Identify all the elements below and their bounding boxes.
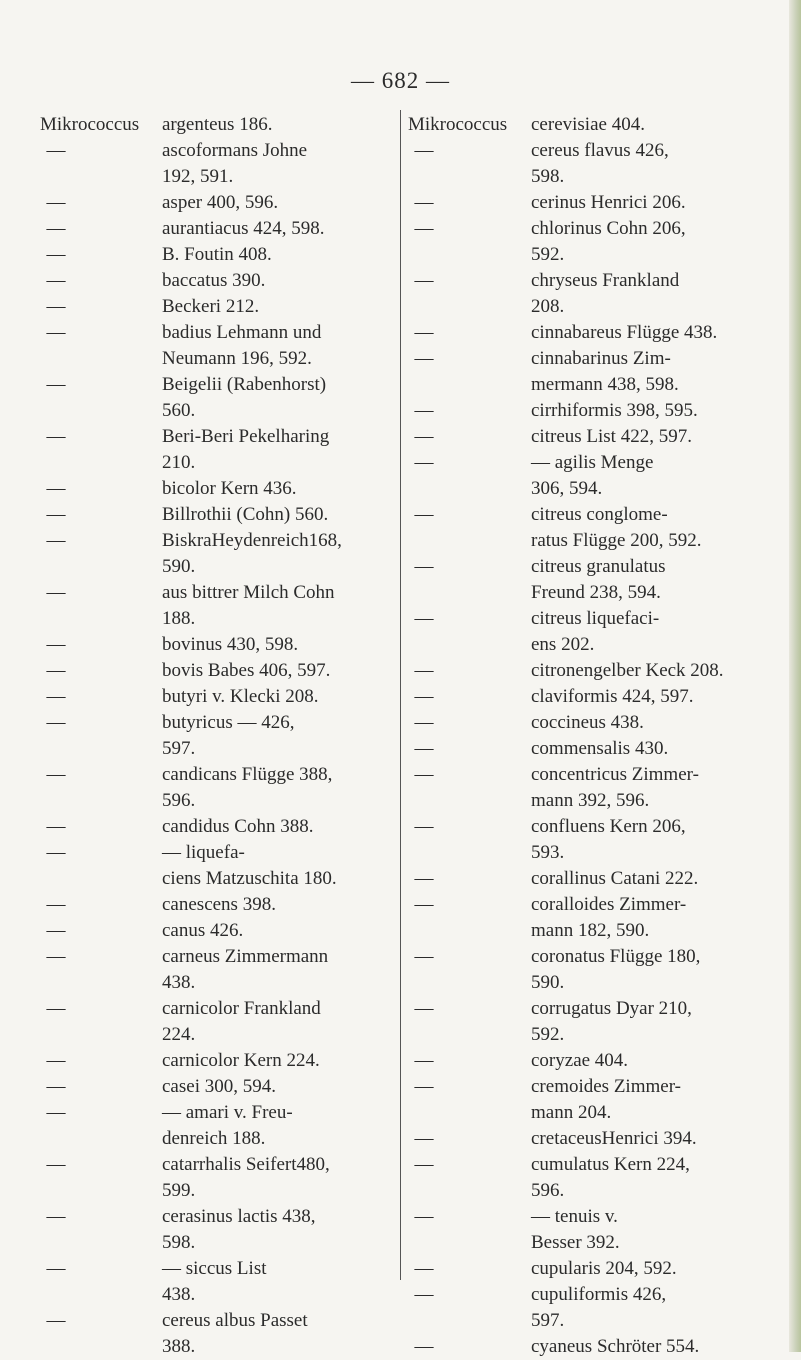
index-entry: [40, 944, 390, 996]
entry-list: [408, 112, 768, 1360]
index-entry: [40, 918, 390, 944]
entry-text: carneus Zimmermann 438.: [162, 946, 329, 993]
index-entry: [40, 1256, 390, 1308]
ditto-dash: —: [414, 946, 434, 967]
ditto-dash: —: [414, 894, 434, 915]
index-entry: [408, 1048, 768, 1074]
column-heading: Mikrococcus: [40, 114, 140, 135]
entry-list: [40, 112, 390, 1360]
ditto-dash: —: [414, 504, 434, 525]
entry-text: catarrhalis Seifert480, 599.: [162, 1154, 330, 1201]
entry-text: canus 426.: [162, 920, 244, 941]
entry-text: casei 300, 594.: [162, 1076, 276, 1097]
index-entry: [408, 736, 768, 762]
entry-text: BiskraHeydenreich168, 590.: [162, 530, 342, 577]
entry-text: carnicolor Frankland 224.: [162, 998, 321, 1045]
ditto-dash: —: [414, 348, 434, 369]
entry-text: chlorinus Cohn 206, 592.: [531, 218, 686, 265]
index-entry: [408, 424, 768, 450]
entry-text: claviformis 424, 597.: [531, 686, 694, 707]
ditto-dash: —: [414, 218, 434, 239]
index-entry: [408, 346, 768, 398]
index-entry: [408, 190, 768, 216]
entry-text: canescens 398.: [162, 894, 276, 915]
entry-text: coccineus 438.: [531, 712, 644, 733]
ditto-dash: —: [414, 998, 434, 1019]
entry-text: citreus List 422, 597.: [531, 426, 692, 447]
ditto-dash: —: [46, 140, 66, 161]
index-entry: [408, 892, 768, 944]
entry-text: coronatus Flügge 180, 590.: [531, 946, 701, 993]
index-entry: [40, 1074, 390, 1100]
index-entry: [408, 1282, 768, 1334]
entry-text: Beigelii (Rabenhorst) 560.: [162, 374, 327, 421]
ditto-dash: —: [46, 686, 66, 707]
ditto-dash: —: [414, 738, 434, 759]
index-entry: [408, 684, 768, 710]
ditto-dash: —: [46, 920, 66, 941]
ditto-dash: —: [46, 660, 66, 681]
index-entry: [408, 554, 768, 606]
entry-text: butyricus — 426, 597.: [162, 712, 295, 759]
index-entry: [40, 1308, 390, 1360]
index-entry: [40, 138, 390, 190]
ditto-dash: —: [414, 1076, 434, 1097]
index-entry: [40, 996, 390, 1048]
index-entry: [40, 840, 390, 892]
index-entry: [408, 1152, 768, 1204]
index-entry: [408, 1074, 768, 1126]
entry-text: baccatus 390.: [162, 270, 266, 291]
index-column-right: [408, 112, 768, 1360]
entry-text: candidus Cohn 388.: [162, 816, 314, 837]
index-entry: [40, 1100, 390, 1152]
ditto-dash: —: [46, 478, 66, 499]
entry-text: — agilis Menge 306, 594.: [531, 452, 654, 499]
ditto-dash: —: [46, 1154, 66, 1175]
ditto-dash: —: [414, 426, 434, 447]
ditto-dash: —: [46, 712, 66, 733]
entry-text: cinnabareus Flügge 438.: [531, 322, 718, 343]
ditto-dash: —: [46, 296, 66, 317]
entry-text: argenteus 186.: [162, 114, 273, 135]
index-entry: [40, 892, 390, 918]
ditto-dash: —: [414, 270, 434, 291]
index-entry: [40, 502, 390, 528]
ditto-dash: —: [46, 842, 66, 863]
index-entry: [40, 242, 390, 268]
index-entry: [408, 1126, 768, 1152]
ditto-dash: —: [46, 1050, 66, 1071]
ditto-dash: —: [46, 1102, 66, 1123]
index-entry: [408, 398, 768, 424]
ditto-dash: —: [414, 712, 434, 733]
ditto-dash: —: [414, 1258, 434, 1279]
ditto-dash: —: [46, 426, 66, 447]
ditto-dash: —: [46, 244, 66, 265]
index-entry: [408, 1204, 768, 1256]
entry-text: commensalis 430.: [531, 738, 669, 759]
entry-text: cyaneus Schröter 554.: [531, 1336, 700, 1357]
entry-text: asper 400, 596.: [162, 192, 279, 213]
index-entry: [40, 762, 390, 814]
index-entry: [408, 450, 768, 502]
entry-text: bicolor Kern 436.: [162, 478, 297, 499]
entry-text: cerasinus lactis 438, 598.: [162, 1206, 316, 1253]
entry-text: cerevisiae 404.: [531, 114, 645, 135]
entry-text: — liquefa- ciens Matzuschita 180.: [162, 842, 337, 889]
entry-text: cinnabarinus Zim- mermann 438, 598.: [531, 348, 679, 395]
index-entry: [408, 320, 768, 346]
ditto-dash: —: [46, 1310, 66, 1331]
entry-text: coralloides Zimmer- mann 182, 590.: [531, 894, 687, 941]
entry-text: aurantiacus 424, 598.: [162, 218, 325, 239]
ditto-dash: —: [414, 1154, 434, 1175]
entry-text: corrugatus Dyar 210, 592.: [531, 998, 692, 1045]
index-entry: [408, 996, 768, 1048]
ditto-dash: —: [414, 1206, 434, 1227]
entry-text: concentricus Zimmer- mann 392, 596.: [531, 764, 699, 811]
ditto-dash: —: [414, 1128, 434, 1149]
index-entry: [408, 866, 768, 892]
index-entry: [40, 476, 390, 502]
index-entry: [40, 424, 390, 476]
index-entry: [40, 268, 390, 294]
entry-text: butyri v. Klecki 208.: [162, 686, 319, 707]
entry-text: citreus conglome- ratus Flügge 200, 592.: [531, 504, 702, 551]
index-entry: [408, 944, 768, 996]
ditto-dash: —: [46, 218, 66, 239]
ditto-dash: —: [414, 816, 434, 837]
entry-text: cerinus Henrici 206.: [531, 192, 686, 213]
index-entry: [40, 1204, 390, 1256]
ditto-dash: —: [414, 556, 434, 577]
index-entry: [40, 320, 390, 372]
index-entry: [40, 684, 390, 710]
entry-text: bovis Babes 406, 597.: [162, 660, 331, 681]
index-entry: [408, 1256, 768, 1282]
ditto-dash: —: [414, 1284, 434, 1305]
ditto-dash: —: [46, 764, 66, 785]
ditto-dash: —: [414, 400, 434, 421]
index-entry: [408, 112, 768, 138]
entry-text: candicans Flügge 388, 596.: [162, 764, 333, 811]
entry-text: Billrothii (Cohn) 560.: [162, 504, 329, 525]
index-entry: [408, 1334, 768, 1360]
entry-text: citronengelber Keck 208.: [531, 660, 724, 681]
entry-text: cereus albus Passet 388.: [162, 1310, 308, 1357]
ditto-dash: —: [46, 374, 66, 395]
index-entry: [40, 632, 390, 658]
entry-text: B. Foutin 408.: [162, 244, 272, 265]
entry-text: confluens Kern 206, 593.: [531, 816, 686, 863]
entry-text: — tenuis v. Besser 392.: [531, 1206, 620, 1253]
entry-text: aus bittrer Milch Cohn 188.: [162, 582, 335, 629]
entry-text: ascoformans Johne 192, 591.: [162, 140, 308, 187]
entry-text: cretaceusHenrici 394.: [531, 1128, 697, 1149]
index-entry: [40, 216, 390, 242]
index-entry: [40, 372, 390, 424]
ditto-dash: —: [46, 894, 66, 915]
page-number-header: — 682 —: [351, 68, 450, 93]
ditto-dash: —: [46, 634, 66, 655]
ditto-dash: —: [414, 764, 434, 785]
entry-text: carnicolor Kern 224.: [162, 1050, 320, 1071]
entry-text: cirrhiformis 398, 595.: [531, 400, 698, 421]
column-divider: [400, 110, 401, 1280]
ditto-dash: —: [46, 270, 66, 291]
ditto-dash: —: [46, 530, 66, 551]
column-heading: Mikrococcus: [408, 114, 508, 135]
index-entry: [408, 216, 768, 268]
ditto-dash: —: [46, 1258, 66, 1279]
ditto-dash: —: [414, 608, 434, 629]
ditto-dash: —: [414, 322, 434, 343]
index-entry: [40, 1048, 390, 1074]
index-entry: [408, 762, 768, 814]
index-entry: [40, 1152, 390, 1204]
ditto-dash: —: [414, 868, 434, 889]
index-entry: [408, 138, 768, 190]
index-entry: [408, 502, 768, 554]
entry-text: cupuliformis 426, 597.: [531, 1284, 667, 1331]
index-entry: [408, 814, 768, 866]
entry-text: chryseus Frankland 208.: [531, 270, 680, 317]
entry-text: cupularis 204, 592.: [531, 1258, 677, 1279]
index-entry: [40, 658, 390, 684]
entry-text: citreus liquefaci- ens 202.: [531, 608, 660, 655]
ditto-dash: —: [46, 504, 66, 525]
ditto-dash: —: [46, 192, 66, 213]
index-entry: [408, 710, 768, 736]
index-entry: [40, 112, 390, 138]
entry-text: Beckeri 212.: [162, 296, 260, 317]
entry-text: citreus granulatus Freund 238, 594.: [531, 556, 666, 603]
index-entry: [40, 580, 390, 632]
index-entry: [40, 814, 390, 840]
entry-text: — amari v. Freu- denreich 188.: [162, 1102, 293, 1149]
index-column-left: [40, 112, 390, 1360]
ditto-dash: —: [414, 140, 434, 161]
index-entry: [408, 658, 768, 684]
ditto-dash: —: [414, 686, 434, 707]
ditto-dash: —: [414, 660, 434, 681]
ditto-dash: —: [414, 192, 434, 213]
entry-text: bovinus 430, 598.: [162, 634, 299, 655]
ditto-dash: —: [414, 1336, 434, 1357]
index-entry: [40, 528, 390, 580]
entry-text: cereus flavus 426, 598.: [531, 140, 669, 187]
entry-text: Beri-Beri Pekelharing 210.: [162, 426, 330, 473]
ditto-dash: —: [46, 998, 66, 1019]
ditto-dash: —: [414, 1050, 434, 1071]
index-entry: [40, 294, 390, 320]
page-edge-strip: [789, 0, 801, 1352]
entry-text: corallinus Catani 222.: [531, 868, 699, 889]
index-entry: [408, 268, 768, 320]
ditto-dash: —: [46, 1076, 66, 1097]
index-entry: [40, 710, 390, 762]
entry-text: cumulatus Kern 224, 596.: [531, 1154, 690, 1201]
entry-text: coryzae 404.: [531, 1050, 629, 1071]
entry-text: badius Lehmann und Neumann 196, 592.: [162, 322, 322, 369]
ditto-dash: —: [46, 322, 66, 343]
ditto-dash: —: [46, 946, 66, 967]
entry-text: — siccus List 438.: [162, 1258, 267, 1305]
index-entry: [408, 606, 768, 658]
ditto-dash: —: [46, 1206, 66, 1227]
ditto-dash: —: [46, 816, 66, 837]
index-entry: [40, 190, 390, 216]
ditto-dash: —: [414, 452, 434, 473]
ditto-dash: —: [46, 582, 66, 603]
entry-text: cremoides Zimmer- mann 204.: [531, 1076, 681, 1123]
